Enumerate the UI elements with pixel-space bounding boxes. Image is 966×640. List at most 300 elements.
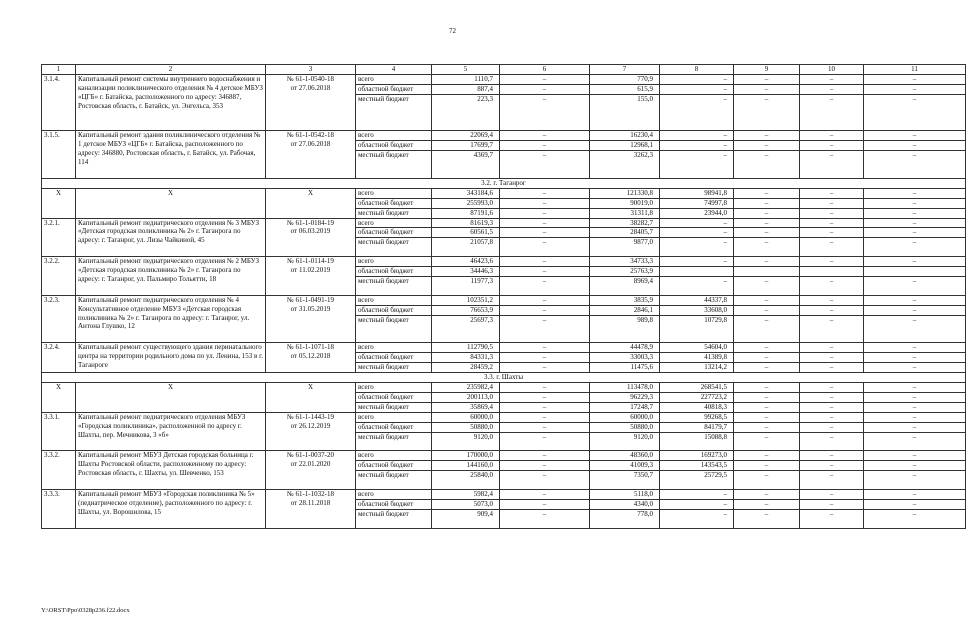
value-cell: – — [500, 218, 590, 228]
value-cell: – — [734, 198, 800, 208]
section-title: 3.3. г. Шахты — [42, 372, 966, 382]
row-number: 3.2.3. — [42, 295, 76, 343]
value-cell: 169273,0 — [660, 451, 734, 461]
value-cell: 8969,4 — [590, 276, 660, 295]
value-cell: – — [660, 131, 734, 141]
document-ref: № 61-1-1443-19 от 26.12.2019 — [266, 412, 356, 451]
value-cell: – — [734, 238, 800, 257]
value-cell: – — [734, 276, 800, 295]
value-cell: – — [800, 315, 864, 343]
value-cell: всего — [356, 74, 432, 84]
value-cell: – — [864, 499, 966, 509]
budget-table — [41, 64, 966, 529]
value-cell: – — [734, 84, 800, 94]
value-cell: 223,3 — [432, 94, 500, 131]
value-cell: – — [500, 363, 590, 373]
value-cell: всего — [356, 343, 432, 353]
value-cell: – — [864, 74, 966, 84]
value-cell: 11475,6 — [590, 363, 660, 373]
value-cell: всего — [356, 382, 432, 392]
value-cell: – — [864, 422, 966, 432]
value-cell: 35869,4 — [432, 402, 500, 412]
value-cell: 143543,5 — [660, 461, 734, 471]
header-cell: 2 — [76, 65, 266, 75]
value-cell: 16230,4 — [590, 131, 660, 141]
file-path-footer: Y:\ORST\Ppo\0328p236.f22.docx — [41, 607, 130, 614]
value-cell: 7350,7 — [590, 471, 660, 490]
document-ref: № 61-1-0114-19 от 11.02.2019 — [266, 257, 356, 296]
value-cell: всего — [356, 131, 432, 141]
value-cell: 112790,5 — [432, 343, 500, 353]
value-cell: – — [734, 461, 800, 471]
value-cell: 770,9 — [590, 74, 660, 84]
value-cell: 50880,0 — [590, 422, 660, 432]
value-cell: областной бюджет — [356, 141, 432, 151]
value-cell: 28405,7 — [590, 228, 660, 238]
row-number: 3.3.1. — [42, 412, 76, 451]
value-cell: – — [734, 131, 800, 141]
value-cell: – — [500, 432, 590, 451]
value-cell: 121330,8 — [590, 188, 660, 198]
value-cell: – — [864, 392, 966, 402]
value-cell: 2846,1 — [590, 305, 660, 315]
value-cell: – — [864, 461, 966, 471]
value-cell: – — [660, 499, 734, 509]
document-ref: № 61-1-0540-18 от 27.06.2018 — [266, 74, 356, 130]
table-row — [42, 489, 966, 499]
value-cell: – — [500, 74, 590, 84]
value-cell: – — [500, 188, 590, 198]
value-cell — [800, 267, 864, 277]
table-row — [42, 218, 966, 228]
value-cell: – — [864, 353, 966, 363]
value-cell: 48360,0 — [590, 451, 660, 461]
value-cell: – — [500, 451, 590, 461]
value-cell: 9120,0 — [432, 432, 500, 451]
header-cell: 6 — [500, 65, 590, 75]
value-cell: 41389,8 — [660, 353, 734, 363]
value-cell: 909,4 — [432, 509, 500, 528]
value-cell: – — [500, 305, 590, 315]
value-cell: – — [864, 363, 966, 373]
value-cell: – — [660, 276, 734, 295]
value-cell — [864, 267, 966, 277]
table-row — [42, 412, 966, 422]
page-number: 72 — [449, 27, 456, 35]
header-cell: 10 — [800, 65, 864, 75]
value-cell: 74997,8 — [660, 198, 734, 208]
value-cell: – — [500, 94, 590, 131]
value-cell: – — [864, 131, 966, 141]
value-cell: 1110,7 — [432, 74, 500, 84]
value-cell: – — [800, 74, 864, 84]
value-cell: – — [800, 198, 864, 208]
value-cell: 99268,5 — [660, 412, 734, 422]
value-cell: – — [864, 276, 966, 295]
row-number: 3.3.2. — [42, 451, 76, 490]
value-cell: – — [500, 276, 590, 295]
value-cell: 10729,8 — [660, 315, 734, 343]
value-cell: – — [500, 151, 590, 179]
value-cell: – — [734, 382, 800, 392]
document-ref: № 61-1-0184-19 от 06.03.2019 — [266, 218, 356, 257]
value-cell: 44337,8 — [660, 295, 734, 305]
row-number: 3.1.4. — [42, 74, 76, 130]
value-cell: 34446,3 — [432, 267, 500, 277]
value-cell: – — [800, 257, 864, 267]
value-cell: местный бюджет — [356, 315, 432, 343]
object-name: Х — [76, 188, 266, 218]
value-cell: – — [500, 267, 590, 277]
value-cell: – — [500, 382, 590, 392]
value-cell: местный бюджет — [356, 208, 432, 218]
value-cell: 87191,6 — [432, 208, 500, 218]
object-name: Капитальный ремонт системы внутреннего водоснабжения и канализации поликлинического отделения № 4 детское МБУЗ «ЦГБ» г. Батайска, расположенного по адресу: 346887, Ростовская область, г. Батайск, ул. Энгельса, 353 — [76, 74, 266, 130]
value-cell: – — [864, 412, 966, 422]
object-name: Капитальный ремонт педиатрического отделения № 3 МБУЗ «Детская городская поликлиника № 2» г. Таганрога по адресу: г. Таганрог, ул. Лизы Чайкиной, 45 — [76, 218, 266, 257]
value-cell: – — [800, 343, 864, 353]
value-cell: всего — [356, 295, 432, 305]
header-cell: 5 — [432, 65, 500, 75]
value-cell: – — [734, 208, 800, 218]
table-row — [42, 188, 966, 198]
value-cell: – — [800, 353, 864, 363]
value-cell: – — [800, 208, 864, 218]
value-cell: 22069,4 — [432, 131, 500, 141]
value-cell: – — [660, 151, 734, 179]
table-row — [42, 343, 966, 353]
value-cell: 9120,0 — [590, 432, 660, 451]
value-cell: – — [800, 489, 864, 499]
value-cell: – — [864, 315, 966, 343]
value-cell: – — [864, 257, 966, 267]
value-cell: – — [864, 218, 966, 228]
value-cell: 15088,8 — [660, 432, 734, 451]
value-cell: – — [500, 392, 590, 402]
value-cell: 33608,0 — [660, 305, 734, 315]
value-cell: областной бюджет — [356, 305, 432, 315]
value-cell: – — [660, 84, 734, 94]
value-cell: – — [864, 305, 966, 315]
document-ref: № 61-1-1032-18 от 28.11.2018 — [266, 489, 356, 528]
value-cell: – — [800, 392, 864, 402]
value-cell: местный бюджет — [356, 402, 432, 412]
value-cell: – — [800, 382, 864, 392]
value-cell: – — [500, 402, 590, 412]
value-cell: областной бюджет — [356, 392, 432, 402]
object-name: Капитальный ремонт существующего здания перинатального центра на территории родильного дома по ул. Ленина, 153 в г. Таганроге — [76, 343, 266, 373]
value-cell: 98941,8 — [660, 188, 734, 198]
value-cell: – — [800, 422, 864, 432]
value-cell: – — [500, 461, 590, 471]
value-cell: всего — [356, 489, 432, 499]
value-cell: 989,8 — [590, 315, 660, 343]
value-cell: местный бюджет — [356, 276, 432, 295]
object-name: Капитальный ремонт педиатрического отделения № 4 Консультативное отделение МБУЗ «Детская городская поликлиника № 2» г. Таганрога по адресу: г. Таганрог, ул. Антона Глушко, 12 — [76, 295, 266, 343]
value-cell: 81619,3 — [432, 218, 500, 228]
value-cell: – — [734, 151, 800, 179]
value-cell: – — [734, 315, 800, 343]
value-cell: – — [734, 509, 800, 528]
value-cell: – — [734, 432, 800, 451]
value-cell: областной бюджет — [356, 228, 432, 238]
header-cell: 1 — [42, 65, 76, 75]
object-name: Капитальный ремонт МБУЗ Детская городская больница г. Шахты Ростовской области, расположенному по адресу: Ростовская область, г. Шахты, ул. Шевченко, 153 — [76, 451, 266, 490]
value-cell: – — [864, 151, 966, 179]
value-cell: – — [734, 412, 800, 422]
value-cell: – — [800, 151, 864, 179]
value-cell: 3262,3 — [590, 151, 660, 179]
value-cell: 25840,0 — [432, 471, 500, 490]
value-cell: – — [660, 74, 734, 84]
value-cell: – — [864, 509, 966, 528]
table-row — [42, 257, 966, 267]
value-cell: – — [800, 471, 864, 490]
value-cell: – — [500, 499, 590, 509]
value-cell: 5073,0 — [432, 499, 500, 509]
value-cell: 235982,4 — [432, 382, 500, 392]
value-cell: – — [734, 489, 800, 499]
value-cell: областной бюджет — [356, 461, 432, 471]
value-cell: 102351,2 — [432, 295, 500, 305]
value-cell: областной бюджет — [356, 353, 432, 363]
value-cell: – — [500, 353, 590, 363]
document-ref: № 61-1-0491-19 от 31.05.2019 — [266, 295, 356, 343]
value-cell: – — [800, 461, 864, 471]
value-cell: – — [800, 188, 864, 198]
value-cell: – — [500, 198, 590, 208]
value-cell: – — [800, 412, 864, 422]
value-cell: 155,0 — [590, 94, 660, 131]
value-cell: – — [864, 471, 966, 490]
value-cell: местный бюджет — [356, 509, 432, 528]
table-row — [42, 382, 966, 392]
value-cell: – — [500, 84, 590, 94]
value-cell: 28459,2 — [432, 363, 500, 373]
value-cell: 113478,0 — [590, 382, 660, 392]
value-cell: местный бюджет — [356, 238, 432, 257]
value-cell: – — [800, 451, 864, 461]
value-cell: местный бюджет — [356, 151, 432, 179]
value-cell: – — [864, 489, 966, 499]
value-cell: – — [800, 218, 864, 228]
header-cell: 4 — [356, 65, 432, 75]
value-cell: – — [864, 188, 966, 198]
value-cell: – — [734, 363, 800, 373]
value-cell: 96229,3 — [590, 392, 660, 402]
value-cell: 50880,0 — [432, 422, 500, 432]
header-cell: 9 — [734, 65, 800, 75]
row-number: 3.2.4. — [42, 343, 76, 373]
value-cell: – — [500, 509, 590, 528]
value-cell: – — [500, 471, 590, 490]
value-cell: 4369,7 — [432, 151, 500, 179]
value-cell: – — [734, 422, 800, 432]
value-cell: 90019,0 — [590, 198, 660, 208]
value-cell: – — [800, 363, 864, 373]
header-cell: 7 — [590, 65, 660, 75]
value-cell: – — [734, 218, 800, 228]
value-cell: 84331,3 — [432, 353, 500, 363]
value-cell: – — [734, 257, 800, 267]
value-cell: всего — [356, 451, 432, 461]
row-number: Х — [42, 382, 76, 412]
value-cell: – — [660, 509, 734, 528]
value-cell: – — [800, 84, 864, 94]
value-cell: 343184,6 — [432, 188, 500, 198]
value-cell: 9877,0 — [590, 238, 660, 257]
value-cell: 21057,8 — [432, 238, 500, 257]
value-cell: – — [734, 188, 800, 198]
value-cell: – — [864, 238, 966, 257]
object-name: Капитальный ремонт МБУЗ «Городская поликлиника № 5» (педиатрическое отделение), расположенного по адресу: г. Шахты, ул. Ворошилова, 15 — [76, 489, 266, 528]
value-cell: местный бюджет — [356, 432, 432, 451]
value-cell: – — [864, 451, 966, 461]
value-cell: 46423,6 — [432, 257, 500, 267]
value-cell: – — [660, 141, 734, 151]
row-number: 3.2.2. — [42, 257, 76, 296]
value-cell: – — [864, 343, 966, 353]
value-cell: – — [500, 238, 590, 257]
value-cell: – — [500, 131, 590, 141]
value-cell: 5118,0 — [590, 489, 660, 499]
value-cell: местный бюджет — [356, 94, 432, 131]
table-row — [42, 74, 966, 84]
value-cell: 3835,9 — [590, 295, 660, 305]
value-cell: 227723,2 — [660, 392, 734, 402]
value-cell: 17699,7 — [432, 141, 500, 151]
value-cell: – — [864, 228, 966, 238]
value-cell: – — [800, 238, 864, 257]
section-title: 3.2. г. Таганрог — [42, 178, 966, 188]
value-cell: 60000,0 — [590, 412, 660, 422]
header-cell: 3 — [266, 65, 356, 75]
value-cell: – — [500, 257, 590, 267]
value-cell: 60561,5 — [432, 228, 500, 238]
value-cell: – — [864, 94, 966, 131]
value-cell: областной бюджет — [356, 198, 432, 208]
value-cell: – — [800, 141, 864, 151]
value-cell: 38282,7 — [590, 218, 660, 228]
value-cell: 778,0 — [590, 509, 660, 528]
value-cell: – — [734, 471, 800, 490]
table-row — [42, 295, 966, 305]
header-cell: 11 — [864, 65, 966, 75]
value-cell: 17248,7 — [590, 402, 660, 412]
value-cell: всего — [356, 218, 432, 228]
value-cell: областной бюджет — [356, 84, 432, 94]
header-cell: 8 — [660, 65, 734, 75]
value-cell: всего — [356, 412, 432, 422]
value-cell: – — [800, 305, 864, 315]
value-cell: 40818,3 — [660, 402, 734, 412]
value-cell: 23944,0 — [660, 208, 734, 218]
value-cell: – — [800, 402, 864, 412]
value-cell: – — [500, 315, 590, 343]
value-cell: всего — [356, 188, 432, 198]
value-cell: областной бюджет — [356, 422, 432, 432]
value-cell: – — [500, 228, 590, 238]
value-cell: – — [734, 74, 800, 84]
value-cell: 25763,9 — [590, 267, 660, 277]
value-cell: 4340,0 — [590, 499, 660, 509]
value-cell: – — [660, 238, 734, 257]
value-cell: – — [864, 208, 966, 218]
value-cell: – — [500, 343, 590, 353]
value-cell: – — [734, 499, 800, 509]
value-cell: 31311,8 — [590, 208, 660, 218]
value-cell: 44478,9 — [590, 343, 660, 353]
value-cell: – — [734, 141, 800, 151]
value-cell: – — [864, 198, 966, 208]
object-name: Капитальный ремонт здания поликлинического отделения № 1 детское МБУЗ «ЦГБ» г. Батайска, расположенного по адресу: 346880, Ростовская область, г. Батайск, ул. Рабочая, 114 — [76, 131, 266, 179]
value-cell: – — [734, 392, 800, 402]
value-cell: 54604,0 — [660, 343, 734, 353]
value-cell: местный бюджет — [356, 363, 432, 373]
value-cell — [734, 267, 800, 277]
value-cell: – — [734, 343, 800, 353]
object-name: Капитальный ремонт педиатрического отделения № 2 МБУЗ «Детская городская поликлиника № 2» г. Таганрога по адресу: г. Таганрог, ул. Пальмиро Тольятти, 18 — [76, 257, 266, 296]
value-cell: – — [864, 295, 966, 305]
value-cell: 144160,0 — [432, 461, 500, 471]
value-cell: 887,4 — [432, 84, 500, 94]
value-cell: областной бюджет — [356, 499, 432, 509]
value-cell: – — [660, 94, 734, 131]
value-cell: – — [500, 141, 590, 151]
value-cell: 200113,0 — [432, 392, 500, 402]
value-cell: – — [660, 257, 734, 267]
value-cell: – — [800, 499, 864, 509]
document-ref: Х — [266, 382, 356, 412]
row-number: 3.2.1. — [42, 218, 76, 257]
value-cell: – — [500, 422, 590, 432]
row-number: Х — [42, 188, 76, 218]
value-cell: – — [660, 228, 734, 238]
value-cell: – — [800, 432, 864, 451]
document-ref: № 61-1-0037-20 от 22.01.2020 — [266, 451, 356, 490]
value-cell: областной бюджет — [356, 267, 432, 277]
value-cell: – — [734, 305, 800, 315]
value-cell: всего — [356, 257, 432, 267]
value-cell: 170000,0 — [432, 451, 500, 461]
value-cell: – — [500, 208, 590, 218]
value-cell: – — [800, 228, 864, 238]
value-cell: – — [864, 382, 966, 392]
value-cell: 76653,9 — [432, 305, 500, 315]
value-cell — [660, 267, 734, 277]
value-cell: – — [864, 84, 966, 94]
value-cell: – — [800, 295, 864, 305]
value-cell: – — [734, 451, 800, 461]
value-cell: – — [864, 402, 966, 412]
value-cell: 11977,3 — [432, 276, 500, 295]
value-cell: 25697,3 — [432, 315, 500, 343]
value-cell: 615,9 — [590, 84, 660, 94]
value-cell: – — [800, 276, 864, 295]
document-ref: № 61-1-1071-18 от 05.12.2018 — [266, 343, 356, 373]
object-name: Капитальный ремонт педиатрического отделения МБУЗ «Городская поликлиника», расположенной по адресу г. Шахты, пер. Мечникова, 3 «б» — [76, 412, 266, 451]
section-row — [42, 178, 966, 188]
header-row — [42, 65, 966, 75]
object-name: Х — [76, 382, 266, 412]
value-cell: 84179,7 — [660, 422, 734, 432]
value-cell: 13214,2 — [660, 363, 734, 373]
value-cell: – — [864, 432, 966, 451]
row-number: 3.1.5. — [42, 131, 76, 179]
value-cell: 12968,1 — [590, 141, 660, 151]
value-cell: – — [734, 353, 800, 363]
value-cell: – — [800, 94, 864, 131]
